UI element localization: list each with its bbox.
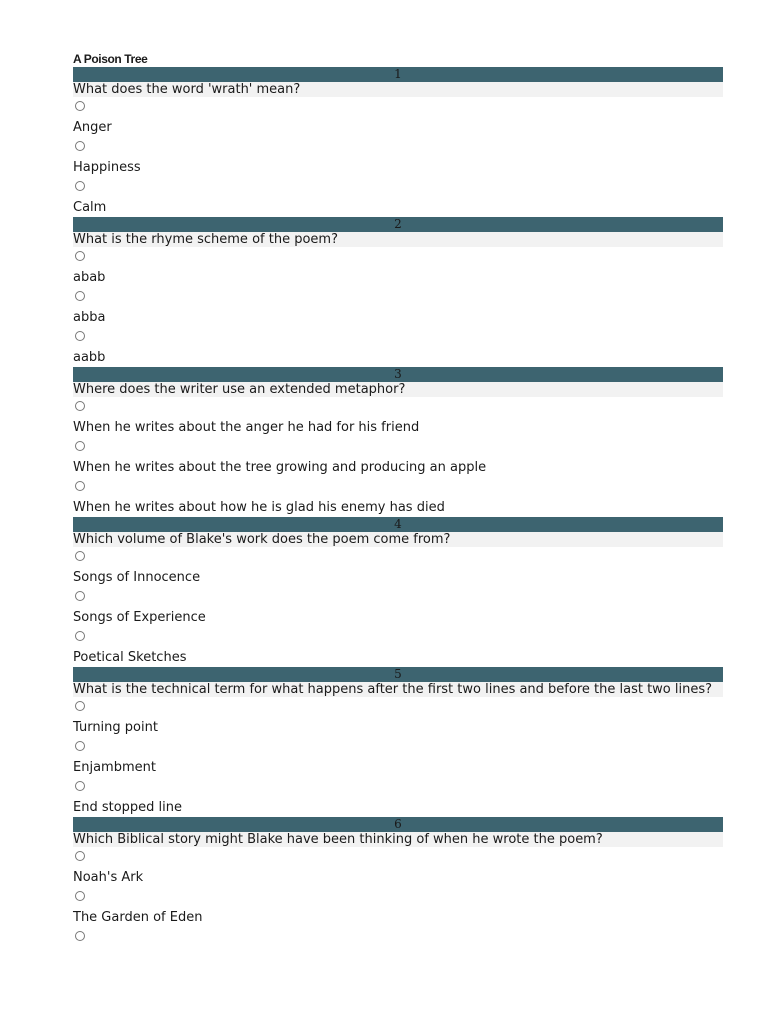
radio-button[interactable] (75, 251, 85, 261)
question-number: 3 (73, 367, 723, 382)
question-text: What is the rhyme scheme of the poem? (73, 232, 723, 247)
answer-option[interactable] (73, 927, 723, 943)
radio-button[interactable] (75, 481, 85, 491)
option-label[interactable]: aabb (73, 350, 106, 365)
radio-button[interactable] (75, 291, 85, 301)
question-text: Where does the writer use an extended metaphor? (73, 382, 723, 397)
radio-button[interactable] (75, 851, 85, 861)
radio-button[interactable] (75, 101, 85, 111)
answer-option[interactable] (73, 247, 723, 287)
quiz-title: A Poison Tree (73, 52, 148, 66)
answer-option[interactable] (73, 627, 723, 667)
answer-option[interactable] (73, 327, 723, 367)
answer-option[interactable] (73, 137, 723, 177)
radio-button[interactable] (75, 931, 85, 941)
question-text: Which volume of Blake's work does the poem come from? (73, 532, 723, 547)
option-label[interactable]: Poetical Sketches (73, 650, 187, 665)
radio-button[interactable] (75, 401, 85, 411)
question-4 (73, 517, 723, 667)
answer-option[interactable] (73, 737, 723, 777)
option-label[interactable]: abab (73, 270, 106, 285)
option-label[interactable]: Songs of Experience (73, 610, 206, 625)
radio-button[interactable] (75, 591, 85, 601)
quiz-page (73, 51, 723, 943)
question-number: 6 (73, 817, 723, 832)
option-label[interactable]: End stopped line (73, 800, 183, 815)
answer-option[interactable] (73, 437, 723, 477)
question-number: 5 (73, 667, 723, 682)
question-2 (73, 217, 723, 367)
option-label[interactable]: Calm (73, 200, 107, 215)
question-5 (73, 667, 723, 817)
option-label[interactable]: When he writes about how he is glad his enemy has died (73, 500, 445, 515)
option-label[interactable]: Turning point (73, 720, 158, 735)
question-number: 2 (73, 217, 723, 232)
radio-button[interactable] (75, 631, 85, 641)
answer-option[interactable] (73, 397, 723, 437)
radio-button[interactable] (75, 891, 85, 901)
radio-button[interactable] (75, 441, 85, 451)
radio-button[interactable] (75, 551, 85, 561)
question-number: 1 (73, 67, 723, 82)
option-label[interactable]: When he writes about the anger he had for his friend (73, 420, 420, 435)
answer-option[interactable] (73, 777, 723, 817)
radio-button[interactable] (75, 701, 85, 711)
question-3 (73, 367, 723, 517)
radio-button[interactable] (75, 141, 85, 151)
radio-button[interactable] (75, 181, 85, 191)
answer-option[interactable] (73, 587, 723, 627)
option-label[interactable]: Noah's Ark (73, 870, 144, 885)
radio-button[interactable] (75, 741, 85, 751)
question-1 (73, 67, 723, 217)
option-label[interactable]: Anger (73, 120, 112, 135)
option-label[interactable]: Songs of Innocence (73, 570, 201, 585)
option-label[interactable]: Happiness (73, 160, 141, 175)
answer-option[interactable] (73, 847, 723, 887)
question-6 (73, 817, 723, 943)
option-label[interactable]: abba (73, 310, 106, 325)
answer-option[interactable] (73, 477, 723, 517)
answer-option[interactable] (73, 177, 723, 217)
answer-option[interactable] (73, 287, 723, 327)
question-number: 4 (73, 517, 723, 532)
option-label[interactable]: The Garden of Eden (73, 910, 203, 925)
question-text: What does the word 'wrath' mean? (73, 82, 723, 97)
option-label[interactable]: When he writes about the tree growing and producing an apple (73, 460, 487, 475)
answer-option[interactable] (73, 547, 723, 587)
answer-option[interactable] (73, 97, 723, 137)
radio-button[interactable] (75, 781, 85, 791)
option-label[interactable]: Enjambment (73, 760, 156, 775)
answer-option[interactable] (73, 887, 723, 927)
answer-option[interactable] (73, 697, 723, 737)
question-text: Which Biblical story might Blake have been thinking of when he wrote the poem? (73, 832, 723, 847)
radio-button[interactable] (75, 331, 85, 341)
question-text: What is the technical term for what happens after the first two lines and before the last two lines? (73, 682, 723, 697)
